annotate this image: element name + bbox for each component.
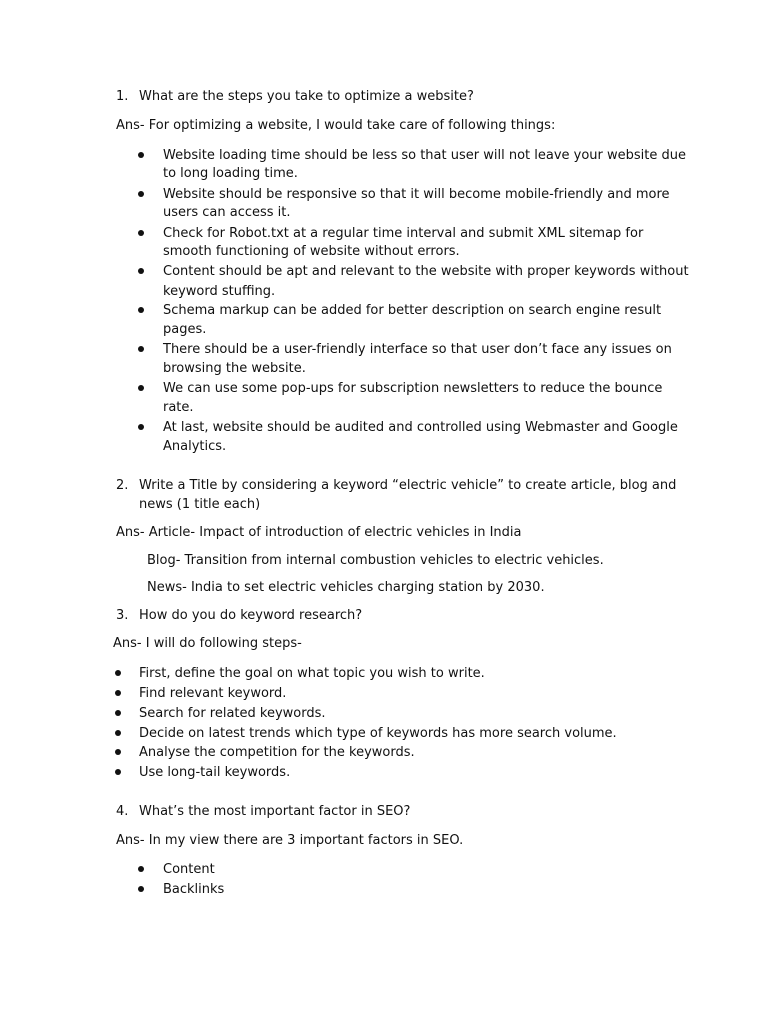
list-item: Backlinks	[163, 882, 225, 897]
list-item-continuation: browsing the website.	[163, 361, 306, 376]
question-3-number: 3.	[116, 608, 129, 623]
bullet-icon	[115, 690, 121, 696]
answer-2-news: News- India to set electric vehicles charging station by 2030.	[147, 580, 545, 595]
answer-4-intro: Ans- In my view there are 3 important factors in SEO.	[116, 833, 464, 848]
list-item: Search for related keywords.	[139, 706, 326, 721]
question-2-text-continuation: news (1 title each)	[139, 497, 261, 512]
bullet-icon	[138, 346, 144, 352]
bullet-icon	[115, 769, 121, 775]
list-item-continuation: rate.	[163, 400, 194, 415]
list-item: First, define the goal on what topic you wish to write.	[139, 666, 485, 681]
question-4-text: What’s the most important factor in SEO?	[139, 804, 411, 819]
answer-1-intro: Ans- For optimizing a website, I would take care of following things:	[116, 118, 556, 133]
bullet-icon	[115, 670, 121, 676]
bullet-icon	[138, 152, 144, 158]
list-item: There should be a user-friendly interface so that user don’t face any issues on	[163, 342, 672, 357]
question-2-number: 2.	[116, 478, 129, 493]
list-item-continuation: users can access it.	[163, 205, 291, 220]
question-3-text: How do you do keyword research?	[139, 608, 363, 623]
bullet-icon	[115, 749, 121, 755]
question-2-text: Write a Title by considering a keyword “electric vehicle” to create article, blog and	[139, 478, 677, 493]
list-item: Content should be apt and relevant to the website with proper keywords without	[163, 264, 689, 279]
list-item: Find relevant keyword.	[139, 686, 287, 701]
list-item: Analyse the competition for the keywords.	[139, 745, 415, 760]
list-item: Use long-tail keywords.	[139, 765, 291, 780]
list-item: Check for Robot.txt at a regular time interval and submit XML sitemap for	[163, 226, 644, 241]
bullet-icon	[138, 230, 144, 236]
list-item: We can use some pop-ups for subscription newsletters to reduce the bounce	[163, 381, 663, 396]
bullet-icon	[138, 268, 144, 274]
question-4-number: 4.	[116, 804, 129, 819]
list-item: Schema markup can be added for better description on search engine result	[163, 303, 662, 318]
list-item: Website should be responsive so that it will become mobile-friendly and more	[163, 187, 670, 202]
bullet-icon	[138, 866, 144, 872]
bullet-icon	[138, 385, 144, 391]
bullet-icon	[115, 710, 121, 716]
bullet-icon	[115, 730, 121, 736]
list-item-continuation: pages.	[163, 322, 207, 337]
answer-3-intro: Ans- I will do following steps-	[113, 636, 302, 651]
list-item-continuation: to long loading time.	[163, 166, 298, 181]
bullet-icon	[138, 886, 144, 892]
list-item-continuation: Analytics.	[163, 439, 227, 454]
answer-2-article: Ans- Article- Impact of introduction of electric vehicles in India	[116, 525, 522, 540]
bullet-icon	[138, 191, 144, 197]
list-item-continuation: smooth functioning of website without errors.	[163, 244, 460, 259]
list-item-continuation: keyword stuffing.	[163, 284, 276, 299]
bullet-icon	[138, 424, 144, 430]
bullet-icon	[138, 307, 144, 313]
list-item: Website loading time should be less so that user will not leave your website due	[163, 148, 686, 163]
list-item: Content	[163, 862, 215, 877]
list-item: At last, website should be audited and controlled using Webmaster and Google	[163, 420, 678, 435]
question-1-number: 1.	[116, 89, 129, 104]
question-1-text: What are the steps you take to optimize a website?	[139, 89, 474, 104]
list-item: Decide on latest trends which type of keywords has more search volume.	[139, 726, 617, 741]
answer-2-blog: Blog- Transition from internal combustion vehicles to electric vehicles.	[147, 553, 604, 568]
